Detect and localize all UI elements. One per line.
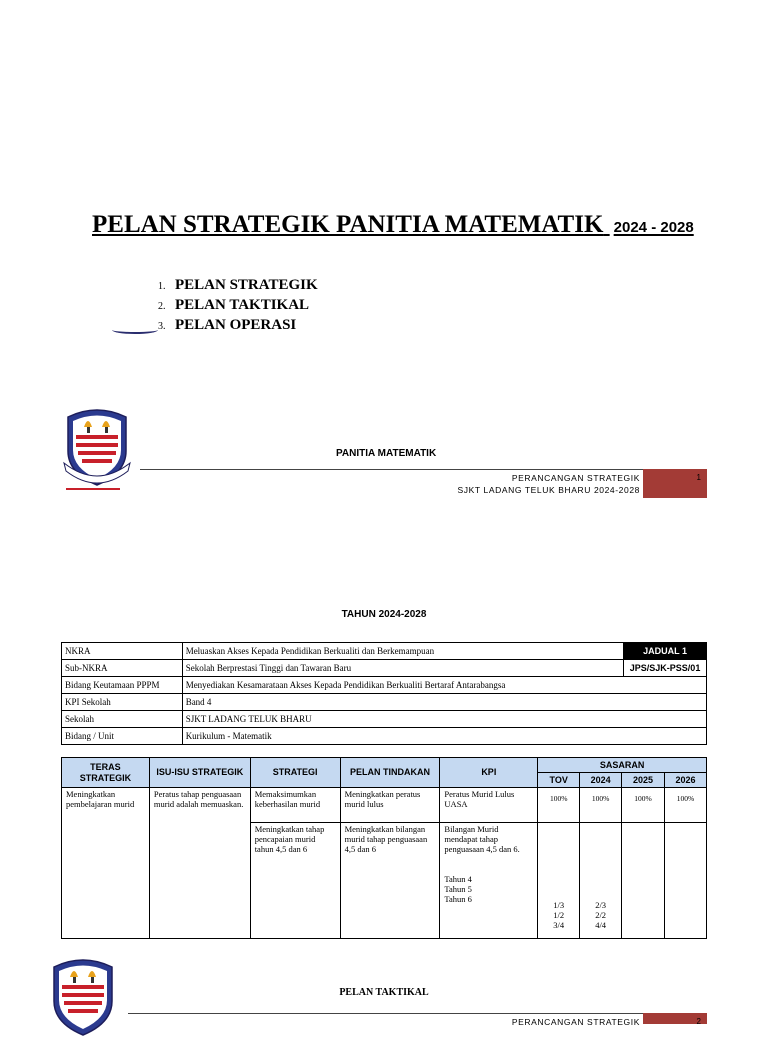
col-2025: 2025: [622, 773, 665, 788]
table-row: Bidang Keutamaan PPPM Menyediakan Kesamarataan Akses Kepada Pendidikan Berkualiti Bertaraf Antarabangsa: [62, 677, 707, 694]
col-sasaran: SASARAN: [538, 758, 707, 773]
contents-item: 3. PELAN OPERASI: [158, 317, 297, 333]
document-code: JPS/SJK-PSS/01: [624, 660, 707, 677]
col-strategi: STRATEGI: [250, 758, 340, 788]
tahun-list: Tahun 4 Tahun 5 Tahun 6: [444, 874, 472, 904]
col-tov: TOV: [538, 773, 580, 788]
document-title: [92, 211, 694, 239]
contents-item: 2. PELAN TAKTIKAL: [158, 297, 310, 313]
col-isu: ISU-ISU STRATEGIK: [149, 758, 250, 788]
col-2026: 2026: [665, 773, 707, 788]
col-pelan: PELAN TINDAKAN: [340, 758, 440, 788]
contents-item: 1. PELAN STRATEGIK: [158, 277, 318, 293]
table-row: Meningkatkan tahap pencapaian murid tahun 4,5 dan 6 Meningkatkan bilangan murid tahap penguasaan 4,5 dan 6 Bilangan Murid mendapat tahap penguasaan 4,5 dan 6. Tahun 4 Tahun 5 Tahun 6 1/3 1/2 3/4 2/3 2/2 4/4: [62, 823, 707, 939]
document-title-text: PELAN STRATEGIK PANITIA MATEMATIK: [92, 211, 604, 238]
col-teras: TERAS STRATEGIK: [62, 758, 150, 788]
header-line-1: PERANCANGAN STRATEGIK: [511, 473, 640, 483]
table-header-row: [62, 758, 707, 773]
contents-list: [158, 276, 318, 336]
header-rule: [140, 469, 644, 470]
tahun-heading: TAHUN 2024-2028: [341, 609, 427, 620]
document-years: 2024 - 2028: [613, 219, 694, 236]
table-row: Sub-NKRA Sekolah Berprestasi Tinggi dan Tawaran Baru JPS/SJK-PSS/01: [62, 660, 707, 677]
header-rule: [128, 1013, 644, 1014]
school-crest-icon: [62, 405, 132, 487]
table-row: NKRA Meluaskan Akses Kepada Pendidikan Berkualiti dan Berkemampuan JADUAL 1: [62, 643, 707, 660]
page-number-box: 2: [643, 1013, 707, 1024]
panitia-heading: PANITIA MATEMATIK: [336, 448, 437, 459]
header-text: [396, 472, 640, 496]
crest-underline: [66, 488, 120, 490]
table-row: Meningkatkan pembelajaran murid Peratus tahap penguasaan murid adalah memuaskan. Memaksimumkan keberhasilan murid Meningkatkan peratus murid lulus Peratus Murid Lulus UASA 100% 100% 100% 100%: [62, 788, 707, 823]
pelan-taktikal-heading: PELAN TAKTIKAL: [339, 987, 429, 998]
col-2024: 2024: [580, 773, 622, 788]
header-line-1: PERANCANGAN STRATEGIK: [511, 1017, 640, 1027]
page-number-box: 1: [643, 469, 707, 498]
info-table: [61, 642, 707, 745]
table-row: KPI Sekolah Band 4: [62, 694, 707, 711]
decorative-arc: [112, 326, 158, 334]
strategy-table: [61, 757, 707, 939]
header-line-2: SJKT LADANG TELUK BHARU 2024-2028: [457, 485, 640, 495]
table-row: Bidang / Unit Kurikulum - Matematik: [62, 728, 707, 745]
col-kpi: KPI: [440, 758, 538, 788]
jadual-label: JADUAL 1: [624, 643, 707, 660]
table-row: Sekolah SJKT LADANG TELUK BHARU: [62, 711, 707, 728]
